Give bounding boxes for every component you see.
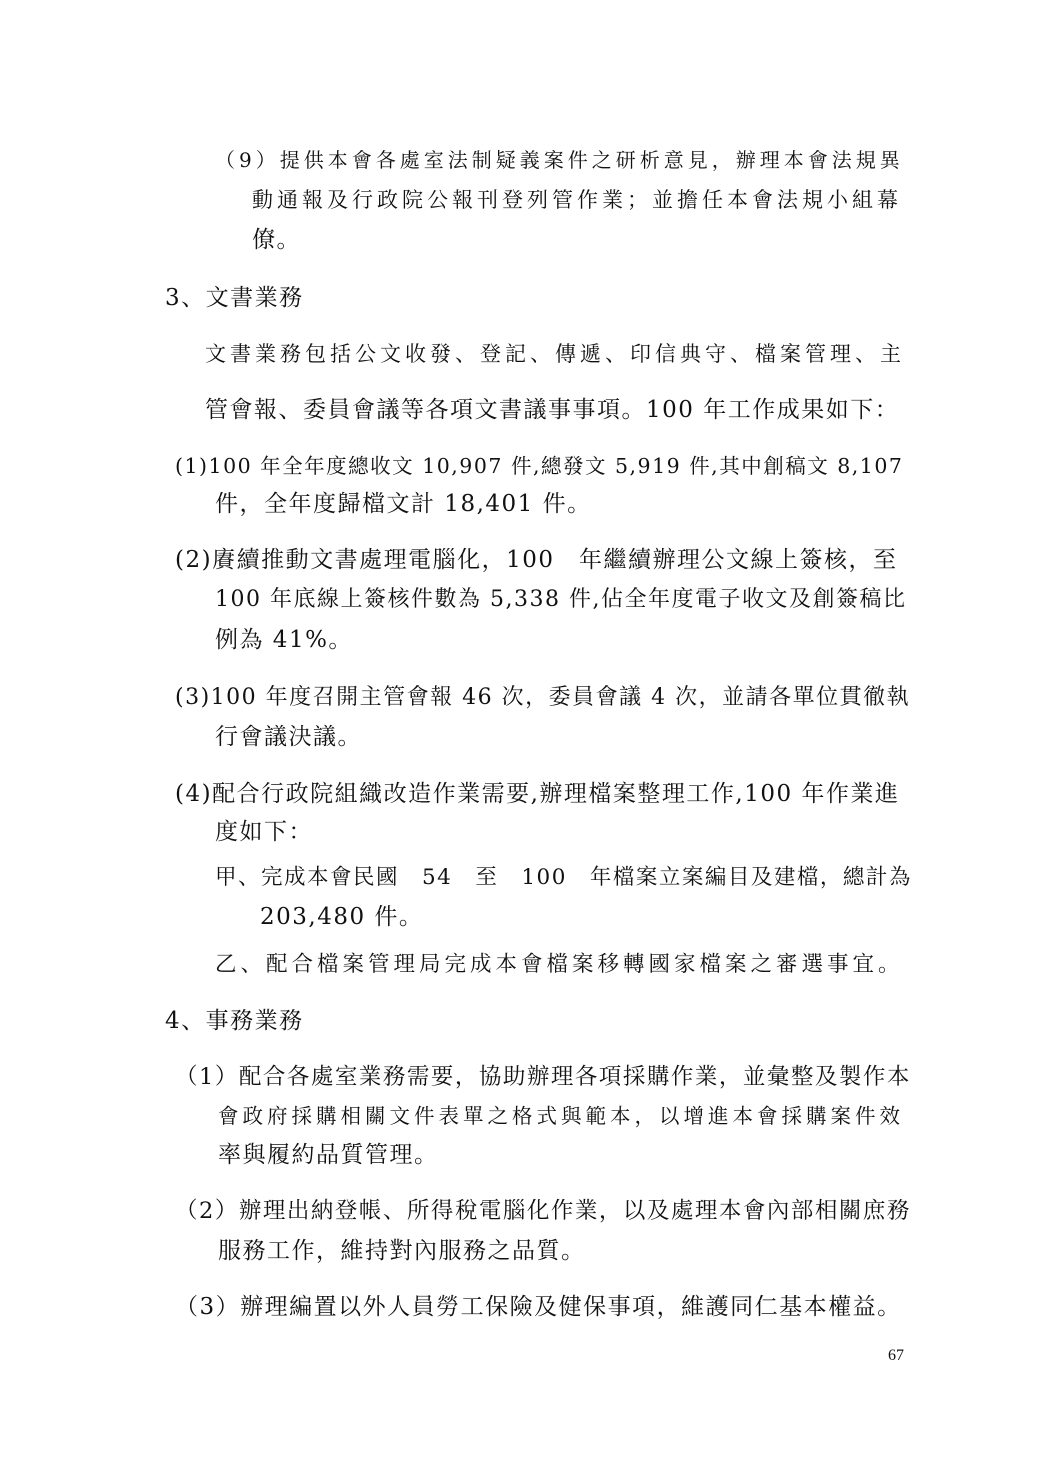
section-3-item-1-line-1: (1)100 年全年度總收文 10,907 件,總發文 5,919 件,其中創稿文 8,107: [175, 454, 904, 478]
section-3-item-4-line-1: (4)配合行政院組織改造作業需要,辦理檔案整理工作,100 年作業進: [175, 781, 900, 807]
section-3-item-3-line-1: (3)100 年度召開主管會報 46 次，委員會議 4 次，並請各單位貫徹執: [175, 685, 911, 710]
page-number: 67: [888, 1347, 904, 1364]
section-4-heading: 4、事務業務: [165, 1008, 304, 1034]
section-3-item-3-line-2: 行會議決議。: [215, 724, 362, 750]
item-9-line-1: （9）提供本會各處室法制疑義案件之研析意見，辦理本會法規異: [215, 148, 904, 172]
section-4-item-2-line-2: 服務工作，維持對內服務之品質。: [218, 1238, 586, 1264]
section-3-item-2-line-2: 100 年底線上簽核件數為 5,338 件,佔全年度電子收文及創簽稿比: [215, 587, 907, 612]
section-4-item-1-line-1: （1）配合各處室業務需要，協助辦理各項採購作業，並彙整及製作本: [175, 1064, 911, 1090]
section-4-item-2-line-1: （2）辦理出納登帳、所得稅電腦化作業，以及處理本會內部相關庶務: [175, 1198, 911, 1224]
sub-item-a-line-2: 203,480 件。: [260, 904, 424, 930]
section-3-intro-line-2: 管會報、委員會議等各項文書議事事項。100 年工作成果如下：: [205, 397, 900, 423]
sub-item-b: 乙、配合檔案管理局完成本會檔案移轉國家檔案之審選事宜。: [215, 952, 904, 977]
section-3-item-4-line-2: 度如下：: [215, 819, 313, 845]
item-9-line-2: 動通報及行政院公報刊登列管作業；並擔任本會法規小組幕: [252, 188, 902, 212]
section-3-item-1-line-2: 件，全年度歸檔文計 18,401 件。: [215, 491, 592, 517]
sub-item-a-line-1: 甲、完成本會民國 54 至 100 年檔案立案編目及建檔，總計為: [215, 865, 912, 890]
section-4-item-3-line-1: （3）辦理編置以外人員勞工保險及健保事項，維護同仁基本權益。: [175, 1294, 902, 1320]
section-3-intro-line-1: 文書業務包括公文收發、登記、傳遞、印信典守、檔案管理、主: [205, 342, 905, 366]
item-9-line-3: 僚。: [252, 227, 301, 253]
section-4-item-1-line-3: 率與履約品質管理。: [218, 1142, 439, 1168]
section-3-heading: 3、文書業務: [165, 285, 304, 311]
section-3-item-2-line-1: (2)賡續推動文書處理電腦化，100 年繼續辦理公文線上簽核，至: [175, 547, 898, 573]
section-3-item-2-line-3: 例為 41%。: [215, 627, 353, 653]
section-4-item-1-line-2: 會政府採購相關文件表單之格式與範本，以增進本會採購案件效: [218, 1104, 904, 1128]
